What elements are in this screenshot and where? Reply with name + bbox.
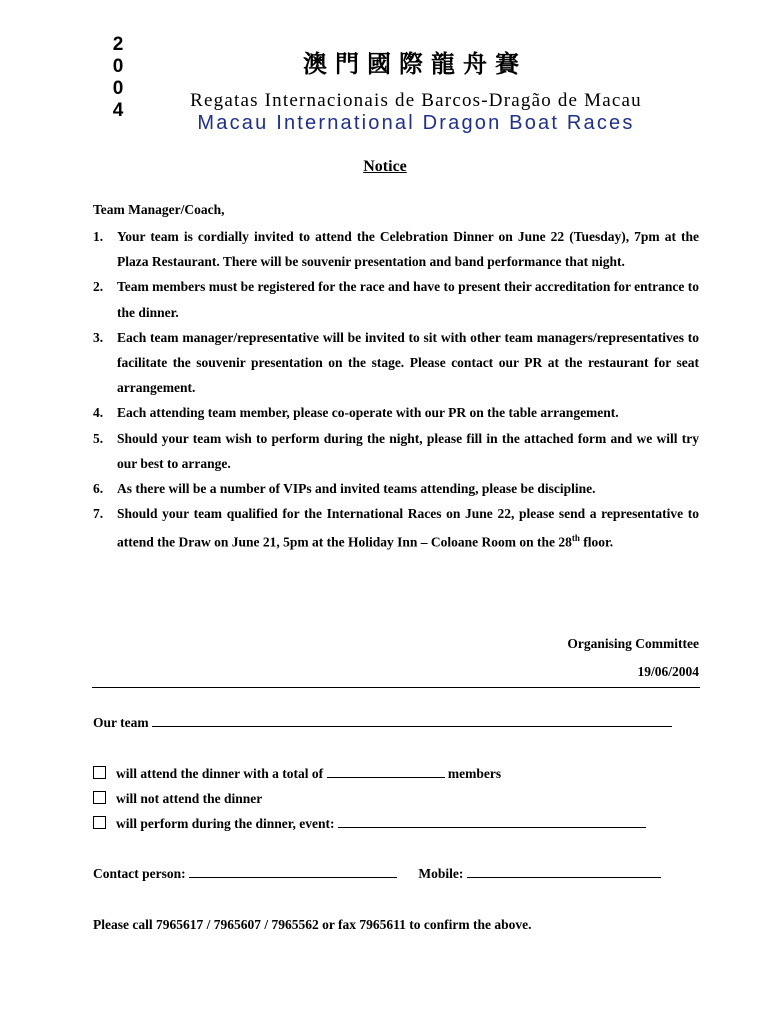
our-team-field[interactable] (152, 715, 672, 727)
item-number: 7. (93, 506, 104, 522)
mobile-label: Mobile: (418, 866, 464, 881)
notice-list (93, 224, 699, 555)
list-item (93, 426, 699, 476)
item-text: Each team manager/representative will be invited to sit with other team managers/representatives to facilitate the souvenir presentation on the stage. Please contact our PR at the restaurant for seat arrangement. (117, 329, 699, 396)
year-vertical (108, 34, 128, 122)
confirm-instructions: Please call 7965617 / 7965607 / 7965562 or fax 7965611 to confirm the above. (93, 917, 532, 932)
option-attend-label: will attend the dinner with a total of (116, 766, 324, 781)
signoff (567, 630, 699, 686)
year-digit: 0 (112, 56, 124, 77)
option-attend-row (93, 766, 501, 782)
item-text: Team members must be registered for the race and have to present their accreditation for entrance to the dinner. (117, 279, 699, 320)
contact-label: Contact person: (93, 866, 186, 881)
item-number: 3. (93, 329, 104, 345)
title-english: Macau International Dragon Boat Races (197, 112, 635, 134)
notice-heading (0, 158, 770, 176)
ordinal-superscript: th (571, 533, 580, 544)
notice-heading-text: Notice (363, 158, 407, 175)
title-chinese: 澳門國際龍舟賽 (303, 50, 527, 78)
item-text-end: floor. (579, 534, 614, 550)
title-portuguese: Regatas Internacionais de Barcos-Dragão de Macau (190, 90, 642, 111)
year-digit: 2 (112, 34, 124, 55)
not-attend-checkbox[interactable] (93, 791, 106, 804)
item-number: 2. (93, 279, 104, 295)
contact-field[interactable] (189, 866, 397, 878)
salutation: Team Manager/Coach, (93, 202, 225, 217)
list-item (93, 501, 699, 555)
list-item (93, 325, 699, 401)
attend-checkbox[interactable] (93, 766, 106, 779)
item-text: Each attending team member, please co-operate with our PR on the table arrangement. (117, 405, 619, 421)
item-number: 6. (93, 481, 104, 497)
item-number: 5. (93, 430, 104, 446)
year-digit: 0 (112, 78, 124, 99)
option-attend-suffix: members (447, 766, 502, 781)
list-item (93, 476, 699, 501)
option-perform-row (93, 816, 646, 832)
item-text: Should your team qualified for the International Races on June 22, please send a representative to attend the Draw on June 21, 5pm at the Holiday Inn – Coloane Room on the 28 (117, 506, 699, 550)
perform-checkbox[interactable] (93, 816, 106, 829)
list-item (93, 274, 699, 324)
item-text: As there will be a number of VIPs and invited teams attending, please be discipline. (117, 481, 596, 497)
divider (92, 687, 700, 688)
notice-date: 19/06/2004 (637, 664, 699, 679)
list-item (93, 224, 699, 274)
item-text: Your team is cordially invited to attend the Celebration Dinner on June 22 (Tuesday), 7pm at the Plaza Restaurant. There will be souvenir presentation and band performance that night. (117, 229, 699, 270)
option-perform-label: will perform during the dinner, event: (116, 816, 335, 831)
contact-row (93, 866, 661, 882)
signature: Organising Committee (567, 636, 699, 651)
member-count-field[interactable] (327, 766, 445, 778)
our-team-row (93, 715, 672, 731)
item-number: 4. (93, 405, 104, 421)
event-field[interactable] (338, 816, 646, 828)
item-number: 1. (93, 229, 104, 244)
our-team-label: Our team (93, 715, 149, 730)
option-not-attend-label: will not attend the dinner (116, 791, 263, 806)
list-item (93, 400, 699, 425)
year-digit: 4 (112, 100, 124, 121)
option-not-attend-row (93, 791, 262, 807)
mobile-field[interactable] (467, 866, 661, 878)
item-text: Should your team wish to perform during the night, please fill in the attached form and we will try our best to arrange. (117, 430, 699, 471)
